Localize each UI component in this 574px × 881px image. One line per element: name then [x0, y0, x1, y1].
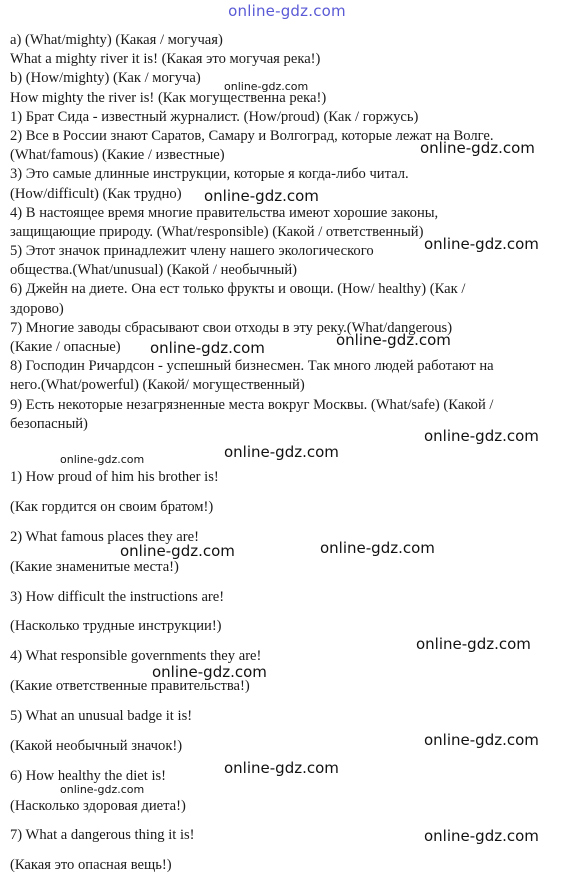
answer-2 — [10, 528, 550, 547]
task-line: 8) Господин Ричардсон - успешный бизнесмен. Так много людей работают на — [10, 358, 494, 375]
answer-1-translation — [10, 498, 550, 517]
watermark-text: online-gdz.com — [204, 187, 319, 205]
task-line: 3) Это самые длинные инструкции, которые я когда-либо читал. — [10, 166, 409, 183]
task-line: 9) Есть некоторые незагрязненные места вокруг Москвы. (What/safe) (Какой / — [10, 396, 494, 413]
answer-3 — [10, 588, 550, 607]
answer-6-translation — [10, 797, 550, 816]
task-line: (Какие / опасные) — [10, 339, 121, 355]
answer-ru: (Насколько трудные инструкции!) — [10, 618, 222, 634]
task-line: 5) Этот значок принадлежит члену нашего экологического — [10, 243, 374, 260]
task-line: How mighty the river is! (Как могущественна река!) — [10, 89, 327, 106]
watermark-text: online-gdz.com — [224, 80, 309, 93]
watermark-text: online-gdz.com — [320, 539, 435, 557]
answer-en: 5) What an unusual badge it is! — [10, 708, 193, 724]
answer-en: 2) What famous places they are! — [10, 529, 199, 545]
answer-2-translation — [10, 558, 550, 577]
watermark-text: online-gdz.com — [424, 427, 539, 445]
task-line: безопасный) — [10, 415, 88, 432]
task-line: 7) Многие заводы сбрасывают свои отходы в эту реку.(What/dangerous) — [10, 319, 453, 336]
answer-en: 7) What a dangerous thing it is! — [10, 827, 195, 843]
answer-7-translation — [10, 856, 550, 875]
task-line: защищающие природу. (What/responsible) (Какой / ответственный) — [10, 223, 424, 240]
answer-en: 6) How healthy the diet is! — [10, 768, 167, 784]
task-line: (How/difficult) (Как трудно) — [10, 185, 182, 202]
watermark-text: online-gdz.com — [424, 731, 539, 749]
answer-4-translation — [10, 677, 550, 696]
answer-ru: (Какие знаменитые места!) — [10, 559, 179, 575]
watermark-text: online-gdz.com — [424, 827, 539, 845]
watermark-text: online-gdz.com — [416, 635, 531, 653]
answer-3-translation — [10, 617, 550, 636]
task-line: 2) Все в России знают Саратов, Самару и Волгоград, которые лежат на Волге. — [10, 127, 494, 144]
task-line: What a mighty river it is! (Какая это могучая река!) — [10, 51, 321, 68]
answer-en: 3) How difficult the instructions are! — [10, 589, 225, 605]
task-line: здорово) — [10, 300, 64, 317]
task-line: 4) В настоящее время многие правительства имеют хорошие законы, — [10, 204, 439, 221]
task-line: 6) Джейн на диете. Она ест только фрукты и овощи. (How/ healthy) (Как / — [10, 281, 466, 298]
task-line: него.(What/powerful) (Какой/ могущественный) — [10, 377, 305, 394]
answer-5 — [10, 707, 550, 726]
task-line: 1) Брат Сида - известный журналист. (How/proud) (Как / горжусь) — [10, 108, 419, 125]
watermark-text: online-gdz.com — [336, 331, 451, 349]
answer-ru: (Как гордится он своим братом!) — [10, 499, 214, 515]
watermark-text: online-gdz.com — [152, 663, 267, 681]
watermark-text: online-gdz.com — [424, 235, 539, 253]
watermark-text: online-gdz.com — [224, 759, 339, 777]
answer-en: 4) What responsible governments they are! — [10, 648, 262, 664]
task-line: общества.(What/unusual) (Какой / необычный) — [10, 262, 298, 279]
answer-1 — [10, 468, 550, 487]
watermark-text: online-gdz.com — [420, 139, 535, 157]
task-line: (What/famous) (Какие / известные) — [10, 147, 225, 164]
task-line: b) (How/mighty) (Как / могуча) — [10, 70, 201, 87]
watermark-text: online-gdz.com — [150, 339, 265, 357]
watermark-text: online-gdz.com — [120, 542, 235, 560]
answer-ru: (Насколько здоровая диета!) — [10, 798, 186, 814]
watermark-text: online-gdz.com — [60, 783, 145, 796]
watermark-text: online-gdz.com — [224, 443, 339, 461]
answer-ru: (Какие ответственные правительства!) — [10, 678, 250, 694]
task-line: a) (What/mighty) (Какая / могучая) — [10, 32, 223, 48]
answer-en: 1) How proud of him his brother is! — [10, 469, 219, 485]
watermark-text: online-gdz.com — [60, 453, 145, 466]
answer-ru: (Какой необычный значок!) — [10, 738, 183, 754]
header-watermark: online-gdz.com — [228, 2, 346, 20]
answer-ru: (Какая это опасная вещь!) — [10, 857, 172, 873]
